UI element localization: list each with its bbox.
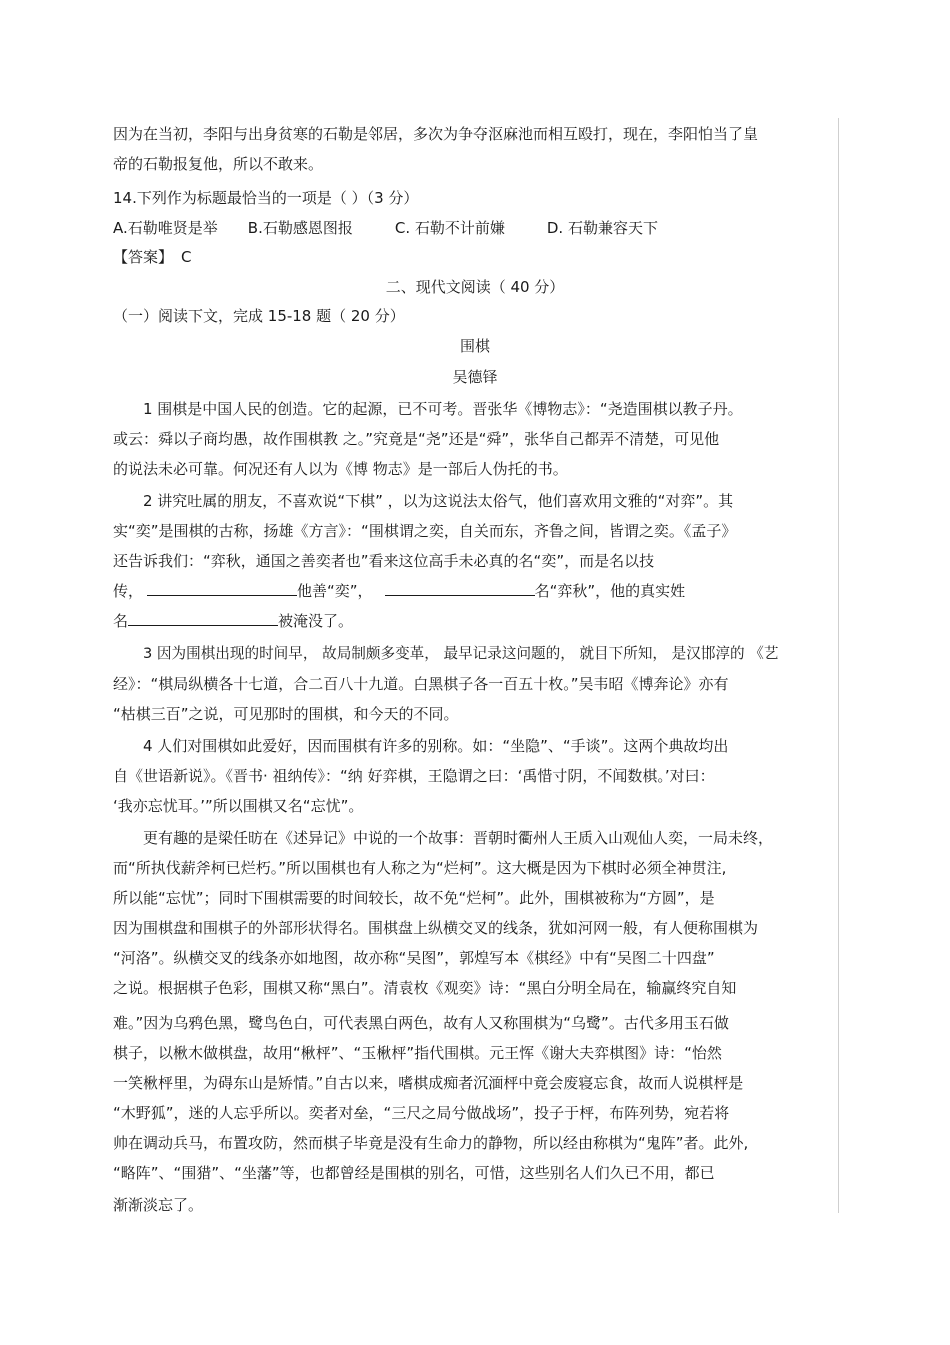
p4-line-1: 4 人们对围棋如此爱好，因而围棋有许多的别称。如：“坐隐”、“手谈”。这两个典故均出 <box>143 737 729 755</box>
prev-text-line-2: 帝的石勒报复他，所以不敢来。 <box>113 155 324 173</box>
prev-text-line-1: 因为在当初，李阳与出身贫寒的石勒是邻居，多次为争夺沤麻池而相互殴打，现在，李阳怕当了皇 <box>113 125 759 143</box>
p5-line-3: 所以能“忘忧”；同时下围棋需要的时间较长，故不免“烂柯”。此外，围棋被称为“方圆”，是 <box>113 889 715 907</box>
option-d: D. 石勒兼容天下 <box>546 219 658 237</box>
p2-line-4-a: 传， <box>113 582 144 600</box>
p5-line-11: 帅在调动兵马，布置攻防，然而棋子毕竟是没有生命力的静物，所以经由称棋为“鬼阵”者。此外, <box>113 1134 749 1152</box>
p5-line-12: “略阵”、“围猎”、“坐藩”等，也都曾经是围棋的别名，可惜，这些别名人们久已不用，都已 <box>113 1164 715 1182</box>
p5-line-10: “木野狐”，迷的人忘乎所以。奕者对垒，“三尺之局兮做战场”，投子于枰，布阵列势，宛若将 <box>113 1104 730 1122</box>
p2-line-4-c: 名“弈秋”，他的真实姓 <box>534 582 686 600</box>
option-a: A.石勒唯贤是举 <box>113 219 218 237</box>
question-14-stem: 14.下列作为标题最恰当的一项是（ ）（3 分） <box>113 189 419 207</box>
p2-line-5 <box>113 611 353 631</box>
fill-blank-2[interactable] <box>385 581 535 596</box>
p2-line-1: 2 讲究吐属的朋友，不喜欢说“下棋” ，以为这说法太俗气，他们喜欢用文雅的“对弈”。其 <box>143 492 734 510</box>
answer-label: 【答案】 <box>113 248 174 266</box>
option-b: B.石勒感恩图报 <box>247 219 353 237</box>
p1-line-2: 或云：舜以子商均愚，故作围棋教 之。”究竟是“尧”还是“舜”，张华自己都弄不清楚，可见他 <box>113 430 720 448</box>
p5-line-5: “河洛”。纵横交叉的线条亦如地图，故亦称“吴图”，郭煌写本《棋经》中有“吴图二十四盘” <box>113 949 715 967</box>
p5-line-6: 之说。根据棋子色彩，围棋又称“黑白”。清袁枚《观奕》诗：“黑白分明全局在，输赢终究自知 <box>113 979 737 997</box>
p2-line-5-b: 被淹没了。 <box>278 612 354 630</box>
fill-blank-1[interactable] <box>147 581 297 596</box>
p2-line-2: 实“奕”是围棋的古称，扬雄《方言》：“围棋谓之奕，自关而东，齐鲁之间，皆谓之奕。《孟子》 <box>113 522 737 540</box>
p5-line-4: 因为围棋盘和围棋子的外部形状得名。围棋盘上纵横交叉的线条，犹如河网一般，有人便称围棋为 <box>113 919 759 937</box>
article-title: 围棋 <box>459 337 490 355</box>
p3-line-3: “枯棋三百”之说，可见那时的围棋，和今天的不同。 <box>113 705 459 723</box>
p2-line-3: 还告诉我们：“弈秋，通国之善奕者也”看来这位高手未必真的名“奕”，而是名以技 <box>113 552 655 570</box>
p3-line-2: 经》：“棋局纵横各十七道，合二百八十九道。白黑棋子各一百五十枚。”吴韦昭《博奔论》亦有 <box>113 675 729 693</box>
subsection-1-heading: （一）阅读下文，完成 15-18 题（ 20 分） <box>113 307 405 325</box>
fill-blank-3[interactable] <box>128 611 278 626</box>
p2-line-5-a: 名 <box>113 612 129 630</box>
p5-line-7: 难。”因为乌鸦色黑，鹭鸟色白，可代表黑白两色，故有人又称围棋为“乌鹭”。古代多用玉石做 <box>113 1014 729 1032</box>
p2-line-4-b: 他善“奕”， <box>297 582 373 600</box>
p1-line-3: 的说法未必可靠。何况还有人以为《博 物志》是一部后人伪托的书。 <box>113 460 568 478</box>
p3-line-1: 3 因为围棋出现的时间早， 故局制颇多变革， 最早记录这问题的， 就目下所知， 是汉邯淳的 《艺 <box>143 645 779 662</box>
p1-line-1: 1 围棋是中国人民的创造。它的起源，已不可考。晋张华《博物志》：“尧造围棋以教子丹。 <box>143 400 743 418</box>
p2-line-4 <box>113 581 685 601</box>
section-2-heading: 二、现代文阅读（ 40 分） <box>385 278 565 296</box>
answer-value: C <box>181 248 192 266</box>
p5-line-2: 而“所执伐薪斧柯已烂朽。”所以围棋也有人称之为“烂柯”。这大概是因为下棋时必须全神贯注, <box>113 859 727 877</box>
p4-line-3: ‘我亦忘忧耳。’”所以围棋又名“忘忧”。 <box>113 797 364 815</box>
p5-line-1: 更有趣的是梁任昉在《述异记》中说的一个故事：晋朝时衢州人王质入山观仙人奕，一局未终， <box>143 829 774 847</box>
p5-line-8: 棋子，以楸木做棋盘，故用“楸枰”、“玉楸枰”指代围棋。元王恽《谢大夫弈棋图》诗：“怡然 <box>113 1044 722 1062</box>
answer-line <box>113 247 192 267</box>
p5-line-13: 渐渐淡忘了。 <box>113 1196 204 1214</box>
option-c: C. 石勒不计前嫌 <box>394 219 505 237</box>
question-14-options <box>113 218 658 238</box>
p4-line-2: 自《世语新说》。《晋书· 祖纳传》：“纳 好弈棋，王隐谓之曰：‘禹惜寸阴，不闻数棋。’对曰： <box>113 767 715 785</box>
article-author: 吴德铎 <box>452 368 498 386</box>
p5-line-9: 一笑楸枰里，为碍东山是矫情。”自古以来，嗜棋成痴者沉湎枰中竟会废寝忘食，故而人说棋枰是 <box>113 1074 744 1092</box>
